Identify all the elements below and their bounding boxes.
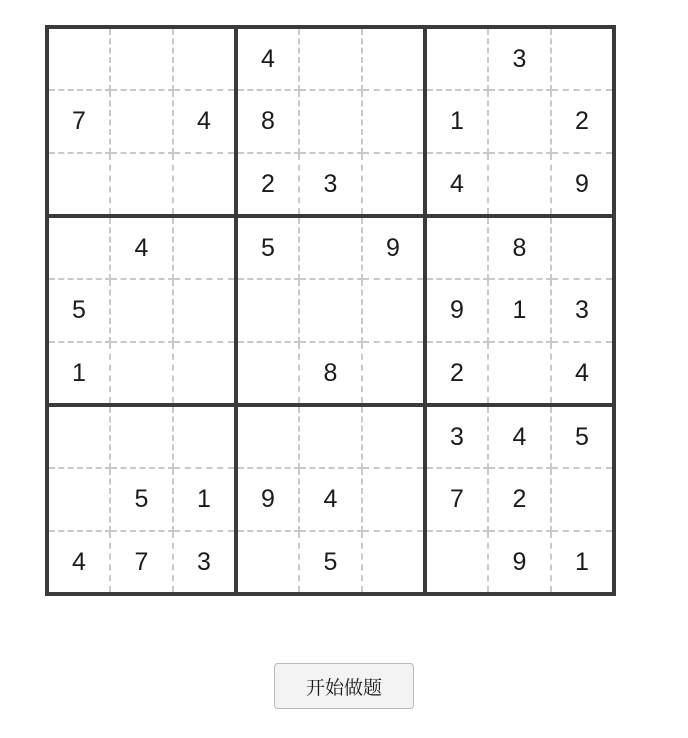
table-row [47, 468, 614, 531]
cell-r7c2[interactable] [110, 405, 173, 468]
cell-r2c6[interactable] [362, 90, 425, 153]
cell-r1c6[interactable] [362, 27, 425, 90]
cell-r3c4[interactable]: 2 [236, 153, 299, 216]
cell-r2c3[interactable]: 4 [173, 90, 236, 153]
cell-r8c4[interactable]: 9 [236, 468, 299, 531]
cell-r6c6[interactable] [362, 342, 425, 405]
cell-r3c5[interactable]: 3 [299, 153, 362, 216]
cell-r8c7[interactable]: 7 [425, 468, 488, 531]
cell-r4c7[interactable] [425, 216, 488, 279]
cell-r2c9[interactable]: 2 [551, 90, 614, 153]
cell-r4c8[interactable]: 8 [488, 216, 551, 279]
cell-r6c1[interactable]: 1 [47, 342, 110, 405]
cell-r5c7[interactable]: 9 [425, 279, 488, 342]
cell-r2c7[interactable]: 1 [425, 90, 488, 153]
cell-r4c1[interactable] [47, 216, 110, 279]
cell-r7c8[interactable]: 4 [488, 405, 551, 468]
cell-r2c8[interactable] [488, 90, 551, 153]
cell-r6c2[interactable] [110, 342, 173, 405]
table-row [47, 279, 614, 342]
cell-r3c8[interactable] [488, 153, 551, 216]
cell-r5c5[interactable] [299, 279, 362, 342]
cell-r8c8[interactable]: 2 [488, 468, 551, 531]
cell-r3c1[interactable] [47, 153, 110, 216]
cell-r5c9[interactable]: 3 [551, 279, 614, 342]
table-row [47, 153, 614, 216]
cell-r9c7[interactable] [425, 531, 488, 594]
cell-r3c9[interactable]: 9 [551, 153, 614, 216]
start-button[interactable]: 开始做题 [274, 663, 414, 709]
table-row [47, 342, 614, 405]
cell-r7c9[interactable]: 5 [551, 405, 614, 468]
cell-r6c7[interactable]: 2 [425, 342, 488, 405]
cell-r8c3[interactable]: 1 [173, 468, 236, 531]
cell-r6c5[interactable]: 8 [299, 342, 362, 405]
cell-r9c5[interactable]: 5 [299, 531, 362, 594]
cell-r9c6[interactable] [362, 531, 425, 594]
cell-r5c6[interactable] [362, 279, 425, 342]
cell-r4c2[interactable]: 4 [110, 216, 173, 279]
cell-r7c3[interactable] [173, 405, 236, 468]
cell-r3c2[interactable] [110, 153, 173, 216]
cell-r2c1[interactable]: 7 [47, 90, 110, 153]
cell-r8c2[interactable]: 5 [110, 468, 173, 531]
cell-r9c9[interactable]: 1 [575, 547, 589, 576]
cell-r6c8[interactable] [488, 342, 551, 405]
cell-r1c1[interactable] [47, 27, 110, 90]
cell-r7c7[interactable]: 3 [425, 405, 488, 468]
cell-r3c3[interactable] [173, 153, 236, 216]
cell-r1c9[interactable] [551, 27, 614, 90]
table-row [47, 216, 614, 279]
table-row [47, 405, 614, 468]
cell-r8c9[interactable] [551, 468, 614, 531]
cell-r5c8[interactable]: 1 [488, 279, 551, 342]
cell-r1c2[interactable] [110, 27, 173, 90]
cell-r7c6[interactable] [362, 405, 425, 468]
cell-r7c1[interactable] [47, 405, 110, 468]
cell-r9c4[interactable] [236, 531, 299, 594]
cell-r6c4[interactable] [236, 342, 299, 405]
cell-r2c4[interactable]: 8 [236, 90, 299, 153]
cell-r8c5[interactable]: 4 [299, 468, 362, 531]
cell-r9c8[interactable]: 9 [488, 531, 551, 594]
cell-r1c3[interactable] [173, 27, 236, 90]
cell-r1c4[interactable]: 4 [236, 27, 299, 90]
cell-r1c8[interactable]: 3 [488, 27, 551, 90]
cell-r4c6[interactable]: 9 [362, 216, 425, 279]
cell-r1c5[interactable] [299, 27, 362, 90]
cell-r8c6[interactable] [362, 468, 425, 531]
cell-r8c1[interactable] [47, 468, 110, 531]
cell-r9c1[interactable]: 4 [47, 531, 110, 594]
cell-r9c3[interactable]: 3 [173, 531, 236, 594]
sudoku-grid[interactable] [45, 25, 616, 596]
cell-r6c9[interactable]: 4 [551, 342, 614, 405]
cell-r4c5[interactable] [299, 216, 362, 279]
cell-r5c3[interactable] [173, 279, 236, 342]
cell-r5c2[interactable] [110, 279, 173, 342]
cell-r7c4[interactable] [236, 405, 299, 468]
cell-r3c7[interactable]: 4 [425, 153, 488, 216]
cell-r9c2[interactable]: 7 [110, 531, 173, 594]
cell-r3c6[interactable] [362, 153, 425, 216]
table-row [47, 531, 614, 594]
cell-r7c5[interactable] [299, 405, 362, 468]
cell-r5c4[interactable] [236, 279, 299, 342]
cell-r2c2[interactable] [110, 90, 173, 153]
cell-r4c3[interactable] [173, 216, 236, 279]
sudoku-grid-container [45, 25, 616, 596]
cell-r4c4[interactable]: 5 [236, 216, 299, 279]
table-row [47, 90, 614, 153]
cell-r1c7[interactable] [425, 27, 488, 90]
cell-r4c9[interactable] [551, 216, 614, 279]
cell-r6c3[interactable] [173, 342, 236, 405]
cell-r5c1[interactable]: 5 [47, 279, 110, 342]
table-row [47, 27, 614, 90]
cell-r2c5[interactable] [299, 90, 362, 153]
